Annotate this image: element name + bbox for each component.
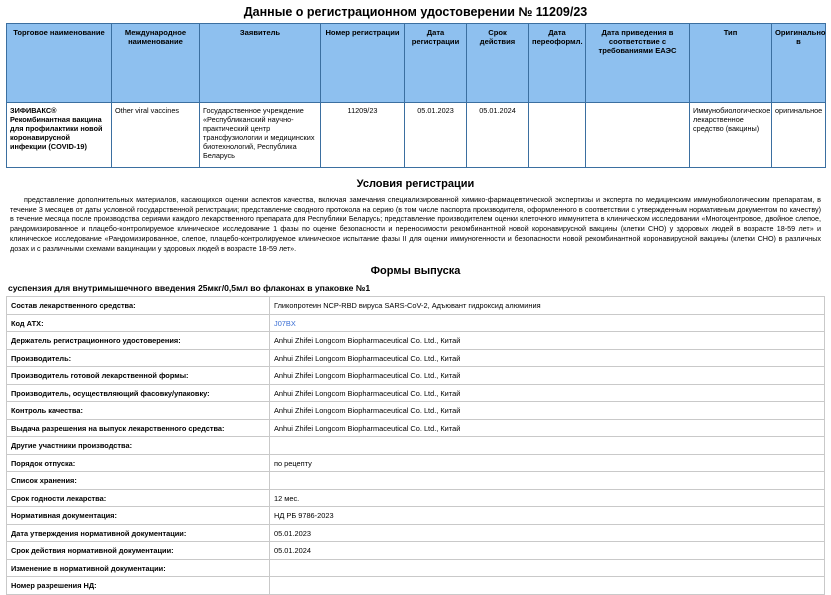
detail-row-value: 05.01.2023 <box>270 524 825 542</box>
cell-eaeu-date <box>586 103 690 168</box>
detail-row-label: Код АТХ: <box>7 314 270 332</box>
detail-row-label: Держатель регистрационного удостоверения: <box>7 332 270 350</box>
cell-type: Иммунобиологическое лекарственное средство (вакцины) <box>690 103 772 168</box>
column-header-original: Оригинально в <box>772 24 826 103</box>
table-header-row <box>7 24 826 103</box>
detail-row-value: Anhui Zhifei Longcom Biopharmaceutical Co. Ltd., Китай <box>270 402 825 420</box>
column-header-valid-until: Срок действия <box>467 24 529 103</box>
detail-row-value: Anhui Zhifei Longcom Biopharmaceutical Co. Ltd., Китай <box>270 367 825 385</box>
detail-row <box>7 542 825 560</box>
column-header-applicant: Заявитель <box>200 24 321 103</box>
cell-original: оригинальное <box>772 103 826 168</box>
detail-row-label: Срок действия нормативной документации: <box>7 542 270 560</box>
detail-row <box>7 384 825 402</box>
detail-row-value[interactable] <box>270 314 825 332</box>
column-header-trade-name: Торговое наименование <box>7 24 112 103</box>
atc-code-link[interactable]: J07BX <box>274 318 296 328</box>
detail-row-label: Другие участники производства: <box>7 437 270 455</box>
registration-table <box>6 23 826 168</box>
detail-row-value: Anhui Zhifei Longcom Biopharmaceutical Co. Ltd., Китай <box>270 384 825 402</box>
conditions-heading: Условия регистрации <box>356 178 475 190</box>
detail-row-value: Anhui Zhifei Longcom Biopharmaceutical Co. Ltd., Китай <box>270 349 825 367</box>
detail-row-label: Номер разрешения НД: <box>7 577 270 595</box>
detail-row <box>7 332 825 350</box>
detail-row-value: Гликопротеин NCP-RBD вируса SARS-CoV-2, Адъювант гидроксид алюминия <box>270 297 825 315</box>
detail-row <box>7 524 825 542</box>
detail-row-value: 05.01.2024 <box>270 542 825 560</box>
detail-row-value: Anhui Zhifei Longcom Biopharmaceutical Co. Ltd., Китай <box>270 419 825 437</box>
detail-row-value: 12 мес. <box>270 489 825 507</box>
detail-row-label: Дата утверждения нормативной документации: <box>7 524 270 542</box>
detail-row-label: Производитель: <box>7 349 270 367</box>
column-header-international-name: Международное наименование <box>112 24 200 103</box>
detail-row-value: по рецепту <box>270 454 825 472</box>
detail-row <box>7 367 825 385</box>
detail-row <box>7 577 825 595</box>
detail-row-label: Состав лекарственного средства: <box>7 297 270 315</box>
cell-applicant: Государственное учреждение «Республиканский научно-практический центр трансфузиологии и медицинских биотехнологий, Республика Беларусь <box>200 103 321 168</box>
cell-trade-name: ЗИФИВАКС® Рекомбинантная вакцина для профилактики новой коронавирусной инфекции (COVID-19) <box>7 103 112 168</box>
conditions-text: представление дополнительных материалов, касающихся оценки аспектов качества, включая замечания специализированной химико-фармацевтической экспертизы и эксперта по медицинским иммунобиологическим препаратам, в течение 3 месяцев от даты условной государственной регистрации; представление сводного протокола на серию (в том числе паспорта производителя, оформленного в соответствии с утвержденным нормативным документом по качеству) в течение месяца после производства сериями каждого лекарственного препарата для Республики Беларусь; представление производителем оценки клеточного иммунитета в клиническом исследовании «Многоцентровое, двойное слепое, рандомизированное и плацебо-контролируемое клиническое исследование 1 фазы по оценке безопасности и переносимости рекомбинантной новой коронавирусной вакцины (клетки СНО) у здоровых людей в возрасте 18-59 лет» и клиническое исследование «Рандомизированное, слепое, плацебо-контролируемое клиническое испытание фазы II для оценки иммуногенности и безопасности новой рекомбинантной коронавирусной вакцины (клетки СНО) в различных дозах и с различными схемами вакцинации у здоровых людей в возрасте 18-59 лет». <box>10 195 821 253</box>
detail-row-value: Anhui Zhifei Longcom Biopharmaceutical Co. Ltd., Китай <box>270 332 825 350</box>
cell-reg-date: 05.01.2023 <box>405 103 467 168</box>
cell-reissue-date <box>529 103 586 168</box>
column-header-reissue-date: Дата переоформл. <box>529 24 586 103</box>
table-row <box>7 103 826 168</box>
form-subtitle: суспензия для внутримышечного введения 25мкг/0,5мл во флаконах в упаковке №1 <box>8 283 371 294</box>
cell-international-name: Other viral vaccines <box>112 103 200 168</box>
detail-row-value <box>270 559 825 577</box>
detail-row-label: Список хранения: <box>7 472 270 490</box>
detail-row-label: Срок годности лекарства: <box>7 489 270 507</box>
detail-row <box>7 472 825 490</box>
detail-row-label: Производитель, осуществляющий фасовку/упаковку: <box>7 384 270 402</box>
cell-valid-until: 05.01.2024 <box>467 103 529 168</box>
detail-row-value <box>270 577 825 595</box>
detail-row-label: Контроль качества: <box>7 402 270 420</box>
detail-row-value <box>270 437 825 455</box>
detail-row <box>7 314 825 332</box>
column-header-reg-date: Дата регистрации <box>405 24 467 103</box>
detail-row-label: Производитель готовой лекарственной формы: <box>7 367 270 385</box>
column-header-type: Тип <box>690 24 772 103</box>
column-header-eaeu-date: Дата приведения в соответствие с требованиями ЕАЭС <box>586 24 690 103</box>
form-details-table <box>6 296 825 595</box>
page-title: Данные о регистрационном удостоверении № 11209/23 <box>243 5 588 19</box>
detail-row <box>7 297 825 315</box>
detail-row-label: Изменение в нормативной документации: <box>7 559 270 577</box>
detail-row <box>7 402 825 420</box>
detail-row <box>7 349 825 367</box>
detail-row <box>7 507 825 525</box>
column-header-reg-number: Номер регистрации <box>321 24 405 103</box>
detail-row-value <box>270 472 825 490</box>
detail-row <box>7 454 825 472</box>
forms-heading: Формы выпуска <box>370 265 461 278</box>
detail-row-label: Порядок отпуска: <box>7 454 270 472</box>
cell-reg-number: 11209/23 <box>321 103 405 168</box>
detail-row-label: Нормативная документация: <box>7 507 270 525</box>
detail-row <box>7 489 825 507</box>
detail-row <box>7 559 825 577</box>
detail-row <box>7 437 825 455</box>
detail-row-label: Выдача разрешения на выпуск лекарственного средства: <box>7 419 270 437</box>
detail-row-value: НД РБ 9786-2023 <box>270 507 825 525</box>
detail-row <box>7 419 825 437</box>
